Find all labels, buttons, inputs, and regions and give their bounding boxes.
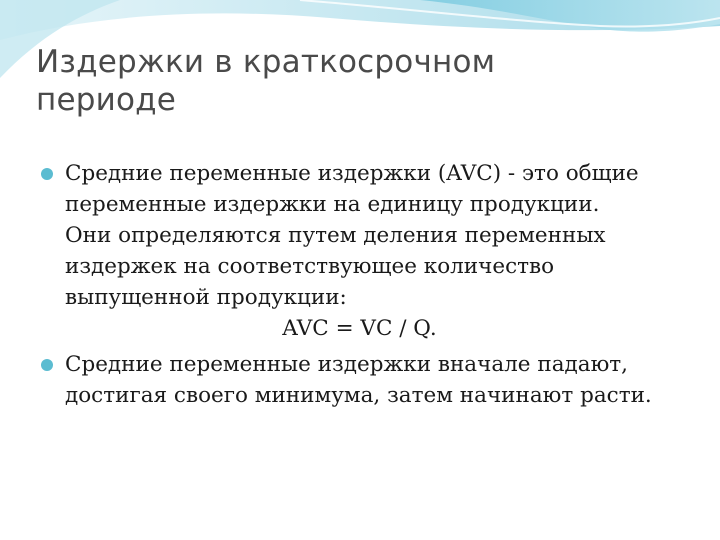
bullet-text-line: Средние переменные издержки (AVC) - это общие xyxy=(65,161,639,186)
bullet-item-avc-definition xyxy=(34,158,694,344)
avc-formula: AVC = VC / Q. xyxy=(282,316,437,341)
bullet-text-line: достигая своего минимума, затем начинают расти. xyxy=(65,383,652,408)
slide-title-line-2: периоде xyxy=(36,82,177,118)
bullet-item-avc-dynamics xyxy=(34,349,694,411)
bullet-list xyxy=(34,158,694,411)
bullet-text-line: Средние переменные издержки вначале падают, xyxy=(65,352,629,377)
bullet-dot-icon xyxy=(41,359,53,371)
slide-title-line-1: Издержки в краткосрочном xyxy=(36,44,496,80)
bullet-text-line: выпущенной продукции: xyxy=(65,285,347,310)
bullet-text-line: Они определяются путем деления переменных xyxy=(65,223,606,248)
bullet-text-line: переменные издержки на единицу продукции. xyxy=(65,192,600,217)
slide-title xyxy=(36,43,676,119)
bullet-text-line: издержек на соответствующее количество xyxy=(65,254,555,279)
bullet-dot-icon xyxy=(41,168,53,180)
